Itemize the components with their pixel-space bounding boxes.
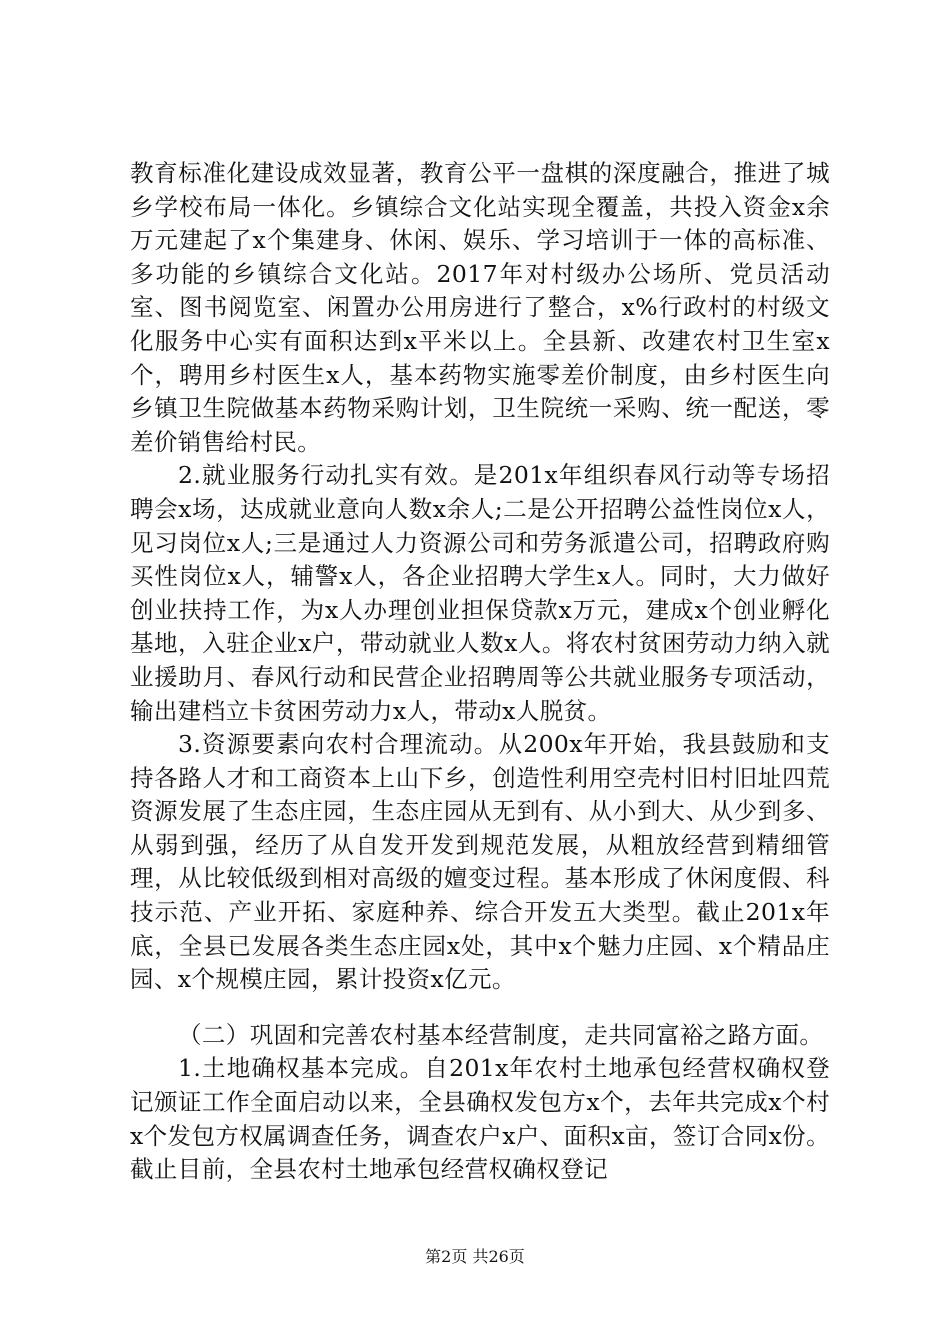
paragraph-employment-services: 2.就业服务行动扎实有效。是201x年组织春风行动等专场招聘会x场，达成就业意向人数x余人;二是公开招聘公益性岗位x人，见习岗位x人;三是通过人力资源公司和劳务派遣公司，招聘政府购买性岗位x人，辅警x人，各企业招聘大学生x人。同时，大力做好创业扶持工作，为x人办理创业担保贷款x万元，建成x个创业孵化基地，入驻企业x户，带动就业人数x人。将农村贫困劳动力纳入就业援助月、春风行动和民营企业招聘周等公共就业服务专项活动，输出建档立卡贫困劳动力x人，带动x人脱贫。 xyxy=(130,461,830,725)
paragraph-continuation: 教育标准化建设成效显著，教育公平一盘棋的深度融合，推进了城乡学校布局一体化。乡镇综合文化站实现全覆盖，共投入资金x余万元建起了x个集建身、休闲、娱乐、学习培训于一体的高标准、多功能的乡镇综合文化站。2017年对村级办公场所、党员活动室、图书阅览室、闲置办公用房进行了整合，x%行政村的村级文化服务中心实有面积达到x平米以上。全县新、改建农村卫生室x个，聘用乡村医生x人，基本药物实施零差价制度，由乡村医生向乡镇卫生院做基本药物采购计划，卫生院统一采购、统一配送，零差价销售给村民。 xyxy=(130,159,830,456)
section-heading: （二）巩固和完善农村基本经营制度，走共同富裕之路方面。 xyxy=(178,1020,824,1049)
page-footer: 第2页 共26页 xyxy=(425,1247,525,1266)
document-body xyxy=(130,157,830,1187)
paragraph-resource-flow: 3.资源要素向农村合理流动。从200x年开始，我县鼓励和支持各路人才和工商资本上山下乡，创造性利用空壳村旧村旧址四荒资源发展了生态庄园，生态庄园从无到有、从小到大、从少到多、从弱到强，经历了从自发开发到规范发展，从粗放经营到精细管理，从比较低级到相对高级的嬗变过程。基本形成了休闲度假、科技示范、产业开拓、家庭种养、综合开发五大类型。截止201x年底，全县已发展各类生态庄园x处，其中x个魅力庄园、x个精品庄园、x个规模庄园，累计投资x亿元。 xyxy=(130,730,830,994)
paragraph-land-rights: 1.土地确权基本完成。自201x年农村土地承包经营权确权登记颁证工作全面启动以来，全县确权发包方x个，去年共完成x个村x个发包方权属调查任务，调查农户x户、面积x亩，签订合同x份。截止目前，全县农村土地承包经营权确权登记 xyxy=(130,1054,830,1184)
